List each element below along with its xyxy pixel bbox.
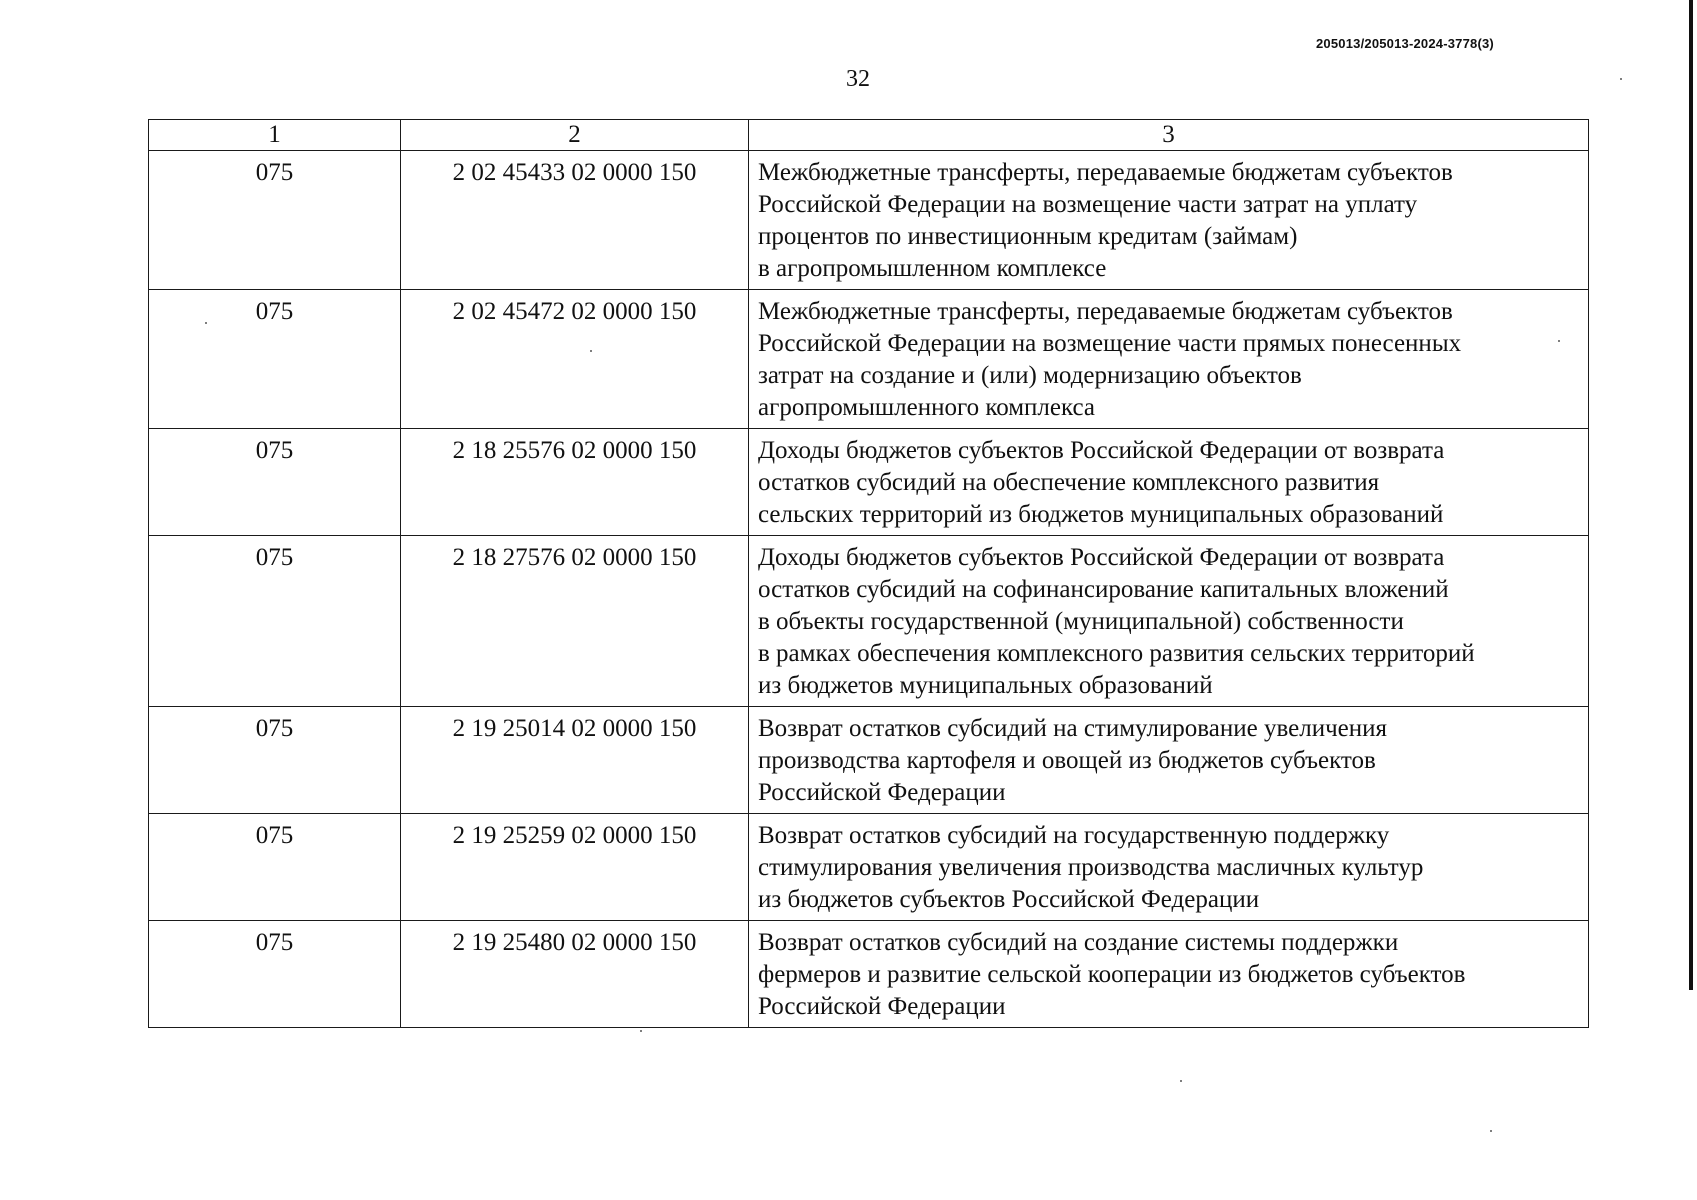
description-cell (749, 290, 1589, 429)
description-line: Доходы бюджетов субъектов Российской Федерации от возврата (758, 437, 1445, 464)
description-cell (749, 921, 1589, 1028)
description-line: Доходы бюджетов субъектов Российской Федерации от возврата (758, 544, 1445, 571)
admin-code-cell: 075 (149, 536, 401, 707)
table-row (149, 814, 1589, 921)
table-row (149, 290, 1589, 429)
description-line: Межбюджетные трансферты, передаваемые бюджетам субъектов (758, 298, 1453, 325)
description-cell (749, 536, 1589, 707)
column-header-1: 1 (149, 120, 401, 151)
scan-edge-line (1689, 0, 1693, 990)
column-header-2: 2 (401, 120, 749, 151)
description-line: производства картофеля и овощей из бюджетов субъектов (758, 747, 1376, 774)
description-line: из бюджетов муниципальных образований (758, 672, 1213, 699)
scan-speck (1180, 1080, 1182, 1082)
admin-code-cell: 075 (149, 429, 401, 536)
table-row (149, 151, 1589, 290)
description-cell (749, 814, 1589, 921)
document-registration-number: 205013/205013-2024-3778(3) (1316, 36, 1494, 51)
description-line: Российской Федерации (758, 993, 1006, 1020)
admin-code-cell: 075 (149, 921, 401, 1028)
description-line: Российской Федерации на возмещение части затрат на уплату (758, 191, 1418, 218)
budget-codes-table (148, 119, 1589, 1028)
column-header-3: 3 (749, 120, 1589, 151)
description-line: в агропромышленном комплексе (758, 255, 1107, 282)
description-line: сельских территорий из бюджетов муниципальных образований (758, 501, 1444, 528)
description-line: Межбюджетные трансферты, передаваемые бюджетам субъектов (758, 159, 1453, 186)
table-row (149, 921, 1589, 1028)
description-line: затрат на создание и (или) модернизацию объектов (758, 362, 1302, 389)
description-line: Российской Федерации (758, 779, 1006, 806)
scan-speck (1490, 1130, 1492, 1132)
page-number: 32 (846, 66, 870, 92)
scan-speck (1620, 78, 1622, 80)
description-line: стимулирования увеличения производства масличных культур (758, 854, 1424, 881)
table-row (149, 429, 1589, 536)
admin-code-cell: 075 (149, 814, 401, 921)
admin-code-cell: 075 (149, 290, 401, 429)
description-cell (749, 429, 1589, 536)
description-line: процентов по инвестиционным кредитам (займам) (758, 223, 1298, 250)
description-cell (749, 151, 1589, 290)
budget-classification-code-cell: 2 19 25480 02 0000 150 (401, 921, 749, 1028)
description-line: Российской Федерации на возмещение части прямых понесенных (758, 330, 1462, 357)
description-line: Возврат остатков субсидий на создание системы поддержки (758, 929, 1399, 956)
budget-classification-code-cell: 2 19 25014 02 0000 150 (401, 707, 749, 814)
table-header-row (149, 120, 1589, 151)
admin-code-cell: 075 (149, 707, 401, 814)
description-line: остатков субсидий на обеспечение комплексного развития (758, 469, 1380, 496)
table-row (149, 536, 1589, 707)
table-row (149, 707, 1589, 814)
description-line: Возврат остатков субсидий на государственную поддержку (758, 822, 1390, 849)
description-line: агропромышленного комплекса (758, 394, 1096, 421)
budget-classification-code-cell: 2 02 45472 02 0000 150 (401, 290, 749, 429)
scan-speck (640, 1030, 642, 1032)
admin-code-cell: 075 (149, 151, 401, 290)
budget-classification-code-cell: 2 18 27576 02 0000 150 (401, 536, 749, 707)
description-cell (749, 707, 1589, 814)
description-line: из бюджетов субъектов Российской Федерации (758, 886, 1260, 913)
table-body (149, 151, 1589, 1028)
budget-classification-code-cell: 2 19 25259 02 0000 150 (401, 814, 749, 921)
description-line: в рамках обеспечения комплексного развития сельских территорий (758, 640, 1475, 667)
budget-classification-code-cell: 2 02 45433 02 0000 150 (401, 151, 749, 290)
description-line: в объекты государственной (муниципальной) собственности (758, 608, 1404, 635)
description-line: фермеров и развитие сельской кооперации из бюджетов субъектов (758, 961, 1466, 988)
budget-classification-code-cell: 2 18 25576 02 0000 150 (401, 429, 749, 536)
description-line: Возврат остатков субсидий на стимулирование увеличения (758, 715, 1388, 742)
description-line: остатков субсидий на софинансирование капитальных вложений (758, 576, 1449, 603)
